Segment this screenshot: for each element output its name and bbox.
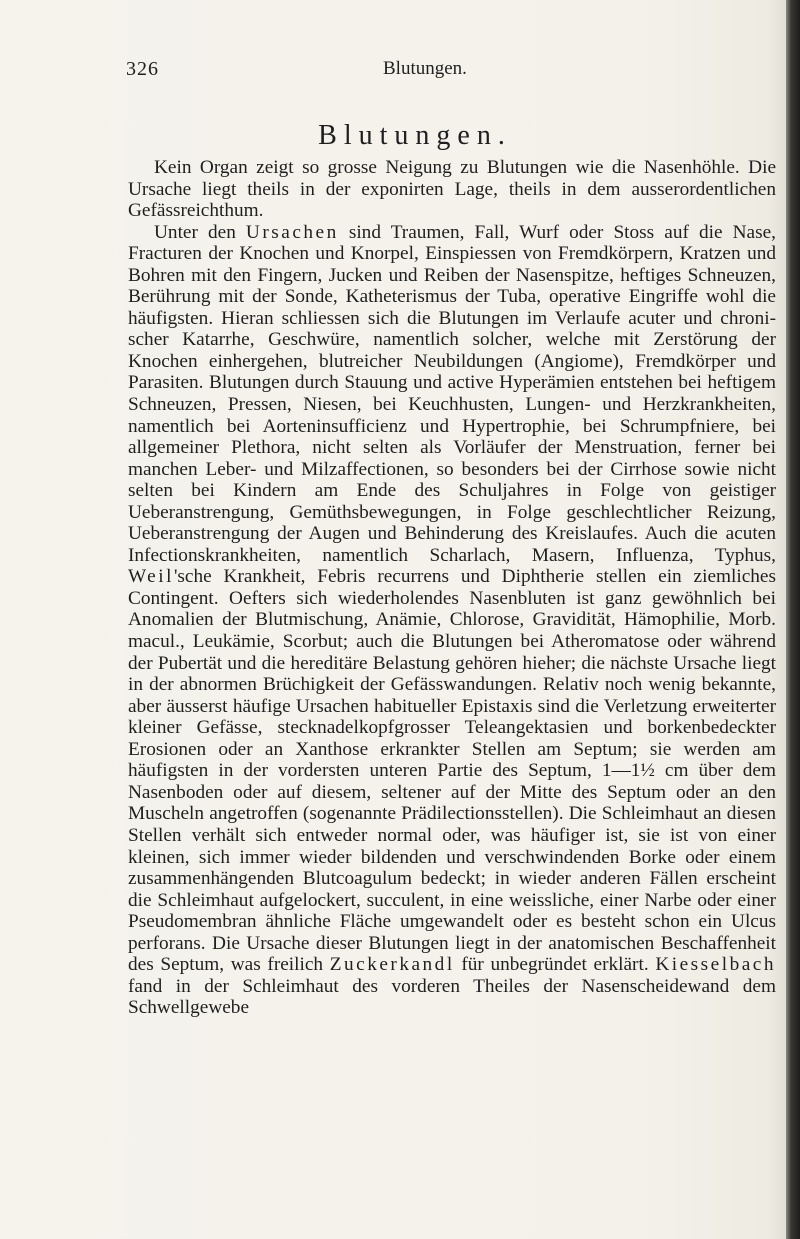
running-title: Blutungen. (383, 58, 467, 79)
paragraph-2 (128, 222, 776, 1019)
paragraph-1 (128, 157, 776, 222)
emphasis-ursachen: Ursachen (245, 221, 339, 243)
emphasis-kiesselbach: Kiesselbach (655, 954, 776, 976)
page-edge-shadow (786, 0, 800, 1239)
text-segment: für unbegründet erklärt. (454, 954, 656, 976)
emphasis-zuckerkandl: Zuckerkandl (329, 954, 455, 976)
text-segment: sind Traumen, Fall, Wurf oder Stoss auf die Nase, Fracturen der Knochen und Knorpel, Einspiessen von Fremdkörpern, Kratzen und Bohren mit den Fingern, Jucken und Reiben der Nasenspitze, heftiges Schneuzen, Berührung mit der Sonde, Katheterismus der Tuba, operative Eingriffe wohl die häufigsten. Hieran schliessen sich die Blutungen im Verlaufe acuter und chronischer Katarrhe, Geschwüre, namentlich solcher, welche mit Zerstörung der Knochen einhergehen, blutreicher Neubildungen (Angiome), Fremdkörper und Parasiten. Blutungen durch Stauung und active Hyperämien entstehen bei heftigem Schneuzen, Pressen, Niesen, bei Keuchhusten, Lungen- und Herzkrankheiten, namentlich bei Aorteninsufficienz und Hypertrophie, bei Schrumpfniere, bei allgemeiner Plethora, nicht selten als Vorläufer der Menstruation, ferner bei manchen Leber- und Milzaffectionen, so besonders bei der Cirrhose sowie nicht selten bei Kindern am Ende des Schuljahres in Folge von geistiger Ueberanstrengung, Gemüthsbewegungen, in Folge geschlechtlicher Reizung, Ueberanstrengung der Augen und Behinderung des Kreislaufes. Auch die acuten Infectionskrankheiten, namentlich Scharlach, Masern, Influenza, Typhus, (128, 221, 776, 566)
body-text (128, 157, 776, 1019)
page-number: 326 (126, 58, 159, 80)
text-segment: Kein Organ zeigt so grosse Neigung zu Blutungen wie die Nasenhöhle. Die Ursache liegt theils in der exponirten Lage, theils in dem ausserordentlichen Gefässreichthum. (128, 157, 776, 222)
running-head (0, 58, 800, 84)
text-segment: 'sche Krankheit, Febris recurrens und Diphtherie stellen ein ziemliches Contingent. Oefters sich wiederholendes Nasenbluten ist ganz gewöhnlich bei Anomalien der Blutmischung, Anämie, Chlorose, Gravidität, Hämophilie, Morb. macul., Leukämie, Scorbut; auch die Blutungen bei Atheromatose oder während der Pubertät und die hereditäre Belastung gehören hieher; die nächste Ursache liegt in der abnormen Brüchigkeit der Gefässwandungen. Relativ noch wenig bekannte, aber äusserst häufige Ursachen habitueller Epistaxis sind die Verletzung erweiterter kleiner Gefässe, stecknadelkopfgrosser Teleangektasien und borkenbedeckter Erosionen oder an Xanthose erkrankter Stellen am Septum; sie werden am häufigsten in der vordersten unteren Partie des Septum, 1—1½ cm über dem Nasenboden oder auf diesem, seltener auf der Mitte des Septum oder an den Muscheln angetroffen (sogenannte Prädilectionsstellen). Die Schleimhaut an diesen Stellen verhält sich entweder normal oder, was häufiger ist, sie ist von einer kleinen, sich immer wieder bildenden und verschwindenden Borke oder einem zusammenhängenden Blutcoagulum bedeckt; in wieder anderen Fällen erscheint die Schleimhaut aufgelockert, succulent, in eine weissliche, einer Narbe oder einer Pseudomembran ähnliche Fläche umgewandelt oder es besteht schon ein Ulcus perforans. Die Ursache dieser Blutungen liegt in der anatomischen Beschaffenheit des Septum, was freilich (128, 566, 776, 976)
emphasis-weil: Weil (128, 566, 174, 588)
text-segment: Unter den (154, 221, 246, 243)
section-heading: Blutungen. (318, 120, 512, 151)
text-segment: fand in der Schleimhaut des vorderen Theiles der Nasenscheidewand dem Schwellgewebe (128, 975, 776, 1019)
